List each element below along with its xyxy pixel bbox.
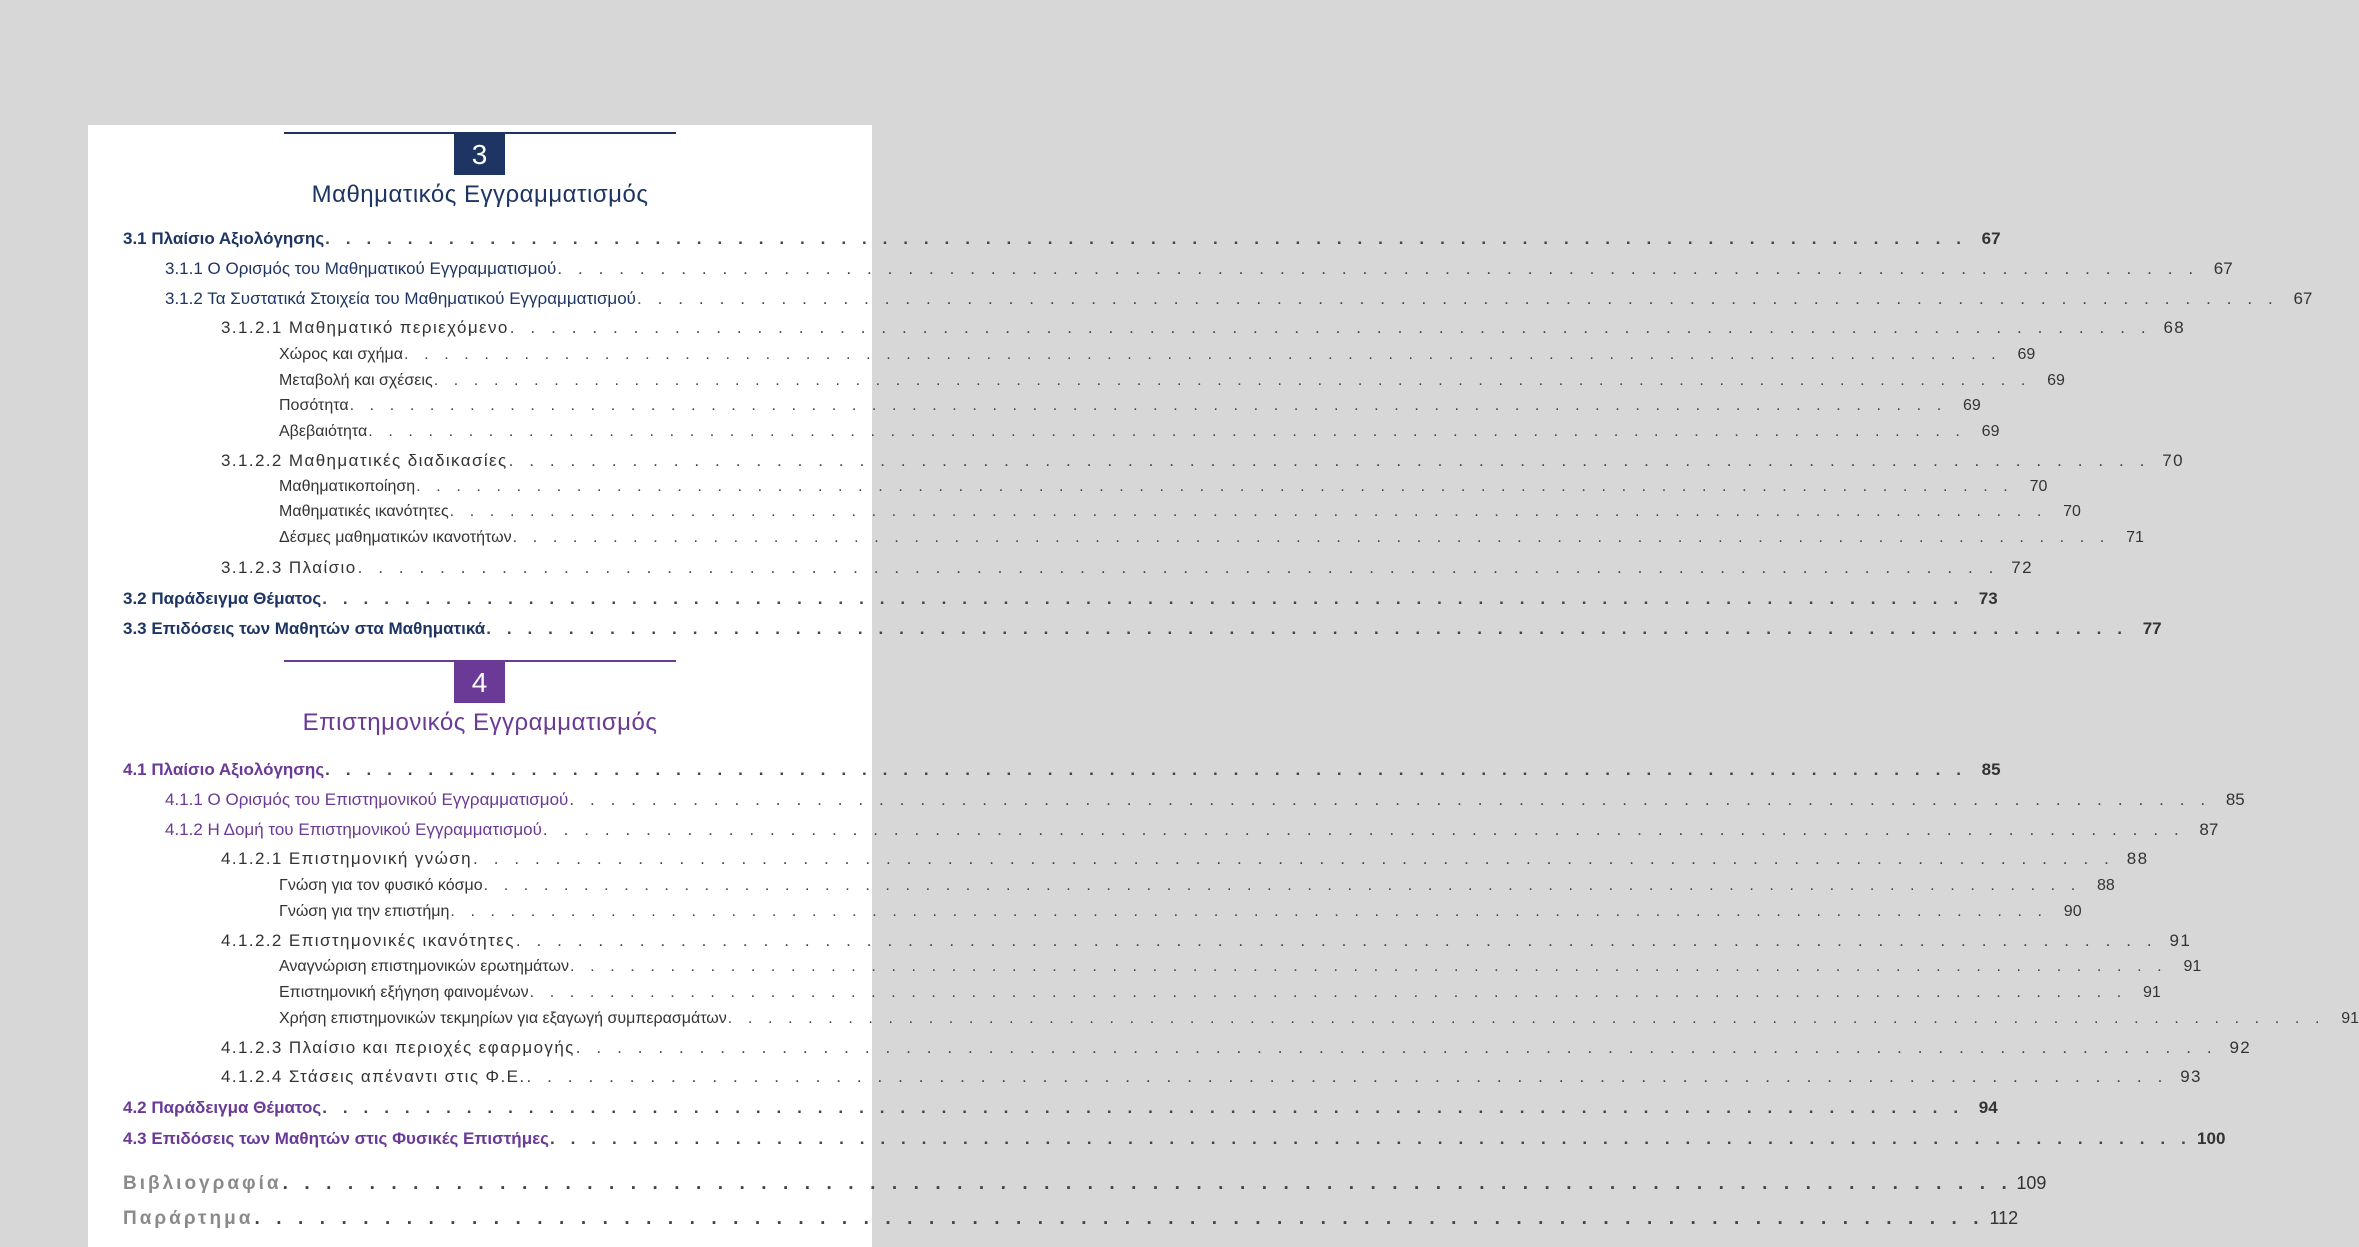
dot-leader: . . . . . . . . . . . . . . . . . . . . . . . . . . . . . . . . . . . . . . . . . . . . . . . . . . . . . . . . . . . . . . . . . . . . . . . . . . . . . . . . [529, 984, 2127, 1001]
toc-entry-page-number: 85 [1981, 760, 2001, 779]
toc-entry[interactable] [123, 1206, 2019, 1230]
toc-entry-label: Βιβλιογραφία [123, 1173, 282, 1194]
chapter-4-number-box: 4 [454, 662, 505, 703]
toc-entry[interactable] [123, 1171, 2047, 1195]
toc-entry-label: 4.1 Πλαίσιο Αξιολόγησης [123, 760, 325, 779]
toc-entry-label: 4.3 Επιδόσεις των Μαθητών στις Φυσικές Επιστήμες [123, 1129, 550, 1148]
toc-entry-page-number: 70 [2162, 451, 2184, 470]
dot-leader: . . . . . . . . . . . . . . . . . . . . . . . . . . . . . . . . . . . . . . . . . . . . . . . . . . . . . . . . . . . . . . . . . . . . . . . . . . . . . . . . [368, 423, 1966, 440]
toc-entry[interactable] [165, 788, 2245, 812]
dot-leader: . . . . . . . . . . . . . . . . . . . . . . . . . . . . . . . . . . . . . . . . . . . . . . . . . . . . . . . . . . . . . . . . . . . . . . . . . . . . . . . . [570, 958, 2168, 975]
toc-entry-page-number: 70 [2029, 478, 2048, 495]
toc-entry-label: 3.1.2.3 Πλαίσιο [221, 558, 357, 577]
dot-leader: . . . . . . . . . . . . . . . . . . . . . . . . . . . . . . . . . . . . . . . . . . . . . . . . . . . . . . . . . . . . . . . . . . . . . . . . . . . . . . . . [569, 790, 2211, 809]
dot-leader: . . . . . . . . . . . . . . . . . . . . . . . . . . . . . . . . . . . . . . . . . . . . . . . . . . . . . . . . . . . . . . . . . . . . . . . . . . . . . . . . [557, 259, 2199, 278]
toc-entry[interactable] [221, 847, 2149, 871]
toc-entry-label: 3.1.1 Ο Ορισμός του Μαθηματικού Εγγραμματισμού [165, 259, 557, 278]
dot-leader: . . . . . . . . . . . . . . . . . . . . . . . . . . . . . . . . . . . . . . . . . . . . . . . . . . . . . . . . . . . . . . . . . . . . . . . . . . . . . . . . [349, 397, 1947, 414]
toc-entry-page-number: 91 [2143, 984, 2161, 1001]
toc-entry-page-number: 109 [2016, 1173, 2047, 1193]
toc-entry-label: 4.1.2.4 Στάσεις απέναντι στις Φ.Ε. [221, 1067, 526, 1086]
toc-entry[interactable] [123, 617, 2162, 641]
toc-entry[interactable] [165, 287, 2313, 311]
dot-leader: . . . . . . . . . . . . . . . . . . . . . . . . . . . . . . . . . . . . . . . . . . . . . . . . . . . . . . . . . . . . . . . . . . . . . . . . . . . . . . . . [727, 1010, 2326, 1027]
toc-entry-label: 4.1.2.3 Πλαίσιο και περιοχές εφαρμογής [221, 1038, 575, 1057]
toc-entry-label: Γνώση για την επιστήμη [279, 903, 450, 920]
toc-entry-page-number: 87 [2199, 820, 2219, 839]
dot-leader: . . . . . . . . . . . . . . . . . . . . . . . . . . . . . . . . . . . . . . . . . . . . . . . . . . . . . . . . . . . . . . . . . . . . . . . . . . . . . . . . [282, 1173, 2013, 1194]
toc-entry-label: 4.1.2.1 Επιστημονική γνώση [221, 849, 473, 868]
toc-entry[interactable] [279, 420, 2000, 444]
toc-entry-page-number: 112 [1989, 1208, 2019, 1228]
toc-entry-page-number: 69 [2017, 346, 2036, 363]
chapter-3-title: Μαθηματικός Εγγραμματισμός [311, 181, 649, 208]
toc-entry-page-number: 71 [2126, 529, 2144, 546]
dot-leader: . . . . . . . . . . . . . . . . . . . . . . . . . . . . . . . . . . . . . . . . . . . . . . . . . . . . . . . . . . . . . . . . . . . . . . . . . . . . . . . . [542, 820, 2185, 839]
toc-page [88, 125, 2359, 1247]
toc-entry[interactable] [221, 449, 2184, 473]
toc-entry[interactable] [221, 1036, 2252, 1060]
toc-entry[interactable] [279, 369, 2065, 393]
toc-entry-page-number: 100 [2197, 1129, 2226, 1148]
toc-entry[interactable] [123, 1096, 1998, 1120]
toc-entry-label: Αβεβαιότητα [279, 423, 368, 440]
dot-leader: . . . . . . . . . . . . . . . . . . . . . . . . . . . . . . . . . . . . . . . . . . . . . . . . . . . . . . . . . . . . . . . . . . . . . . . . . . . . . . . . [357, 558, 1999, 577]
toc-entry-label: Χρήση επιστημονικών τεκμηρίων για εξαγωγή συμπερασμάτων [279, 1010, 727, 1027]
chapter-4-title: Επιστημονικός Εγγραμματισμός [302, 709, 658, 736]
toc-entry-label: Μαθηματικοποίηση [279, 478, 416, 495]
dot-leader: . . . . . . . . . . . . . . . . . . . . . . . . . . . . . . . . . . . . . . . . . . . . . . . . . . . . . . . . . . . . . . . . . . . . . . . . . . . . . . . . [473, 849, 2115, 868]
toc-entry-label: 3.2 Παράδειγμα Θέματος [123, 589, 322, 608]
toc-entry-page-number: 67 [2213, 259, 2233, 278]
toc-entry-label: Μαθηματικές ικανότητες [279, 503, 449, 520]
dot-leader: . . . . . . . . . . . . . . . . . . . . . . . . . . . . . . . . . . . . . . . . . . . . . . . . . . . . . . . . . . . . . . . . . . . . . . . . . . . . . . . . [508, 451, 2150, 470]
toc-entry[interactable] [279, 900, 2082, 924]
toc-entry-label: 4.1.2.2 Επιστημονικές ικανότητες [221, 931, 515, 950]
toc-entry-label: Αναγνώριση επιστημονικών ερωτημάτων [279, 958, 570, 975]
toc-entry-page-number: 69 [1962, 397, 1981, 414]
dot-leader: . . . . . . . . . . . . . . . . . . . . . . . . . . . . . . . . . . . . . . . . . . . . . . . . . . . . . . . . . . . . . . . . . . . . . . . . . . . . . . . . [636, 289, 2279, 308]
toc-entry[interactable] [123, 1127, 2226, 1151]
dot-leader: . . . . . . . . . . . . . . . . . . . . . . . . . . . . . . . . . . . . . . . . . . . . . . . . . . . . . . . . . . . . . . . . . . . . . . . . . . . . . . . . [254, 1208, 1985, 1229]
toc-entry-label: Γνώση για τον φυσικό κόσμο [279, 877, 483, 894]
toc-entry-label: 4.2 Παράδειγμα Θέματος [123, 1098, 322, 1117]
dot-leader: . . . . . . . . . . . . . . . . . . . . . . . . . . . . . . . . . . . . . . . . . . . . . . . . . . . . . . . . . . . . . . . . . . . . . . . . . . . . . . . . [404, 346, 2002, 363]
toc-entry[interactable] [221, 1065, 2202, 1089]
dot-leader: . . . . . . . . . . . . . . . . . . . . . . . . . . . . . . . . . . . . . . . . . . . . . . . . . . . . . . . . . . . . . . . . . . . . . . . . . . . . . . . . [450, 903, 2048, 920]
toc-entry[interactable] [221, 556, 2033, 580]
toc-entry-page-number: 73 [1978, 589, 1998, 608]
toc-entry[interactable] [279, 394, 1981, 418]
toc-entry[interactable] [279, 1007, 2359, 1031]
toc-entry[interactable] [279, 981, 2161, 1005]
toc-entry[interactable] [221, 316, 2186, 340]
toc-entry-page-number: 68 [2163, 318, 2186, 337]
toc-entry-page-number: 67 [2293, 289, 2313, 308]
toc-entry-page-number: 91 [2169, 931, 2192, 950]
toc-entry-label: 3.3 Επιδόσεις των Μαθητών στα Μαθηματικά [123, 619, 486, 638]
toc-entry-page-number: 69 [1981, 423, 2000, 440]
toc-entry-label: Παράρτημα [123, 1208, 254, 1229]
toc-entry[interactable] [221, 929, 2192, 953]
toc-entry[interactable] [123, 227, 2001, 251]
toc-entry-page-number: 93 [2180, 1067, 2202, 1086]
toc-entry-label: Ποσότητα [279, 397, 349, 414]
dot-leader: . . . . . . . . . . . . . . . . . . . . . . . . . . . . . . . . . . . . . . . . . . . . . . . . . . . . . . . . . . . . . . . . . . . . . . . . . . . . . . . . [526, 1067, 2168, 1086]
toc-entry-page-number: 88 [2097, 877, 2115, 894]
toc-entry[interactable] [165, 818, 2219, 842]
chapter-3-number-box: 3 [454, 134, 505, 175]
toc-entry-page-number: 91 [2183, 958, 2202, 975]
toc-entry[interactable] [279, 874, 2115, 898]
toc-entry-page-number: 69 [2047, 372, 2065, 389]
toc-entry-page-number: 90 [2063, 903, 2082, 920]
toc-entry-label: 3.1.2.2 Μαθηματικές διαδικασίες [221, 451, 508, 470]
toc-entry[interactable] [279, 500, 2081, 524]
dot-leader: . . . . . . . . . . . . . . . . . . . . . . . . . . . . . . . . . . . . . . . . . . . . . . . . . . . . . . . . . . . . . . . . . . . . . . . . . . . . . . . . [325, 229, 1967, 248]
dot-leader: . . . . . . . . . . . . . . . . . . . . . . . . . . . . . . . . . . . . . . . . . . . . . . . . . . . . . . . . . . . . . . . . . . . . . . . . . . . . . . . . [483, 877, 2081, 894]
toc-entry[interactable] [279, 526, 2144, 550]
dot-leader: . . . . . . . . . . . . . . . . . . . . . . . . . . . . . . . . . . . . . . . . . . . . . . . . . . . . . . . . . . . . . . . . . . . . . . . . . . . . . . . . [449, 503, 2047, 520]
dot-leader: . . . . . . . . . . . . . . . . . . . . . . . . . . . . . . . . . . . . . . . . . . . . . . . . . . . . . . . . . . . . . . . . . . . . . . . . . . . . . . . . [550, 1129, 2192, 1148]
dot-leader: . . . . . . . . . . . . . . . . . . . . . . . . . . . . . . . . . . . . . . . . . . . . . . . . . . . . . . . . . . . . . . . . . . . . . . . . . . . . . . . . [575, 1038, 2218, 1057]
toc-entry-label: 4.1.1 Ο Ορισμός του Επιστημονικού Εγγραμματισμού [165, 790, 569, 809]
dot-leader: . . . . . . . . . . . . . . . . . . . . . . . . . . . . . . . . . . . . . . . . . . . . . . . . . . . . . . . . . . . . . . . . . . . . . . . . . . . . . . . . [515, 931, 2158, 950]
toc-entry[interactable] [279, 475, 2048, 499]
toc-entry-label: 3.1.2.1 Μαθηματικό περιεχόμενο [221, 318, 509, 337]
dot-leader: . . . . . . . . . . . . . . . . . . . . . . . . . . . . . . . . . . . . . . . . . . . . . . . . . . . . . . . . . . . . . . . . . . . . . . . . . . . . . . . . [486, 619, 2128, 638]
dot-leader: . . . . . . . . . . . . . . . . . . . . . . . . . . . . . . . . . . . . . . . . . . . . . . . . . . . . . . . . . . . . . . . . . . . . . . . . . . . . . . . . [325, 760, 1967, 779]
toc-entry-label: Επιστημονική εξήγηση φαινομένων [279, 984, 529, 1001]
toc-entry[interactable] [165, 257, 2233, 281]
toc-entry[interactable] [123, 758, 2001, 782]
toc-entry-page-number: 85 [2225, 790, 2245, 809]
toc-entry[interactable] [279, 955, 2202, 979]
dot-leader: . . . . . . . . . . . . . . . . . . . . . . . . . . . . . . . . . . . . . . . . . . . . . . . . . . . . . . . . . . . . . . . . . . . . . . . . . . . . . . . . [322, 1098, 1964, 1117]
toc-entry-page-number: 72 [2011, 558, 2033, 577]
toc-entry-label: Μεταβολή και σχέσεις [279, 372, 433, 389]
toc-entry-label: Χώρος και σχήμα [279, 346, 404, 363]
toc-entry-page-number: 70 [2063, 503, 2081, 520]
toc-entry[interactable] [279, 343, 2036, 367]
toc-entry[interactable] [123, 587, 1998, 611]
dot-leader: . . . . . . . . . . . . . . . . . . . . . . . . . . . . . . . . . . . . . . . . . . . . . . . . . . . . . . . . . . . . . . . . . . . . . . . . . . . . . . . . [512, 529, 2110, 546]
toc-entry-page-number: 88 [2126, 849, 2149, 868]
toc-entry-page-number: 94 [1978, 1098, 1998, 1117]
toc-entry-label: 3.1 Πλαίσιο Αξιολόγησης [123, 229, 325, 248]
dot-leader: . . . . . . . . . . . . . . . . . . . . . . . . . . . . . . . . . . . . . . . . . . . . . . . . . . . . . . . . . . . . . . . . . . . . . . . . . . . . . . . . [433, 372, 2031, 389]
toc-entry-label: Δέσμες μαθηματικών ικανοτήτων [279, 529, 512, 546]
toc-entry-page-number: 91 [2341, 1010, 2359, 1027]
toc-entry-label: 4.1.2 Η Δομή του Επιστημονικού Εγγραμματισμού [165, 820, 542, 839]
toc-entry-page-number: 77 [2142, 619, 2162, 638]
toc-entry-label: 3.1.2 Τα Συστατικά Στοιχεία του Μαθηματικού Εγγραμματισμού [165, 289, 636, 308]
toc-entry-page-number: 92 [2229, 1038, 2252, 1057]
dot-leader: . . . . . . . . . . . . . . . . . . . . . . . . . . . . . . . . . . . . . . . . . . . . . . . . . . . . . . . . . . . . . . . . . . . . . . . . . . . . . . . . [416, 478, 2014, 495]
dot-leader: . . . . . . . . . . . . . . . . . . . . . . . . . . . . . . . . . . . . . . . . . . . . . . . . . . . . . . . . . . . . . . . . . . . . . . . . . . . . . . . . [322, 589, 1964, 608]
toc-entry-page-number: 67 [1981, 229, 2001, 248]
dot-leader: . . . . . . . . . . . . . . . . . . . . . . . . . . . . . . . . . . . . . . . . . . . . . . . . . . . . . . . . . . . . . . . . . . . . . . . . . . . . . . . . [509, 318, 2152, 337]
